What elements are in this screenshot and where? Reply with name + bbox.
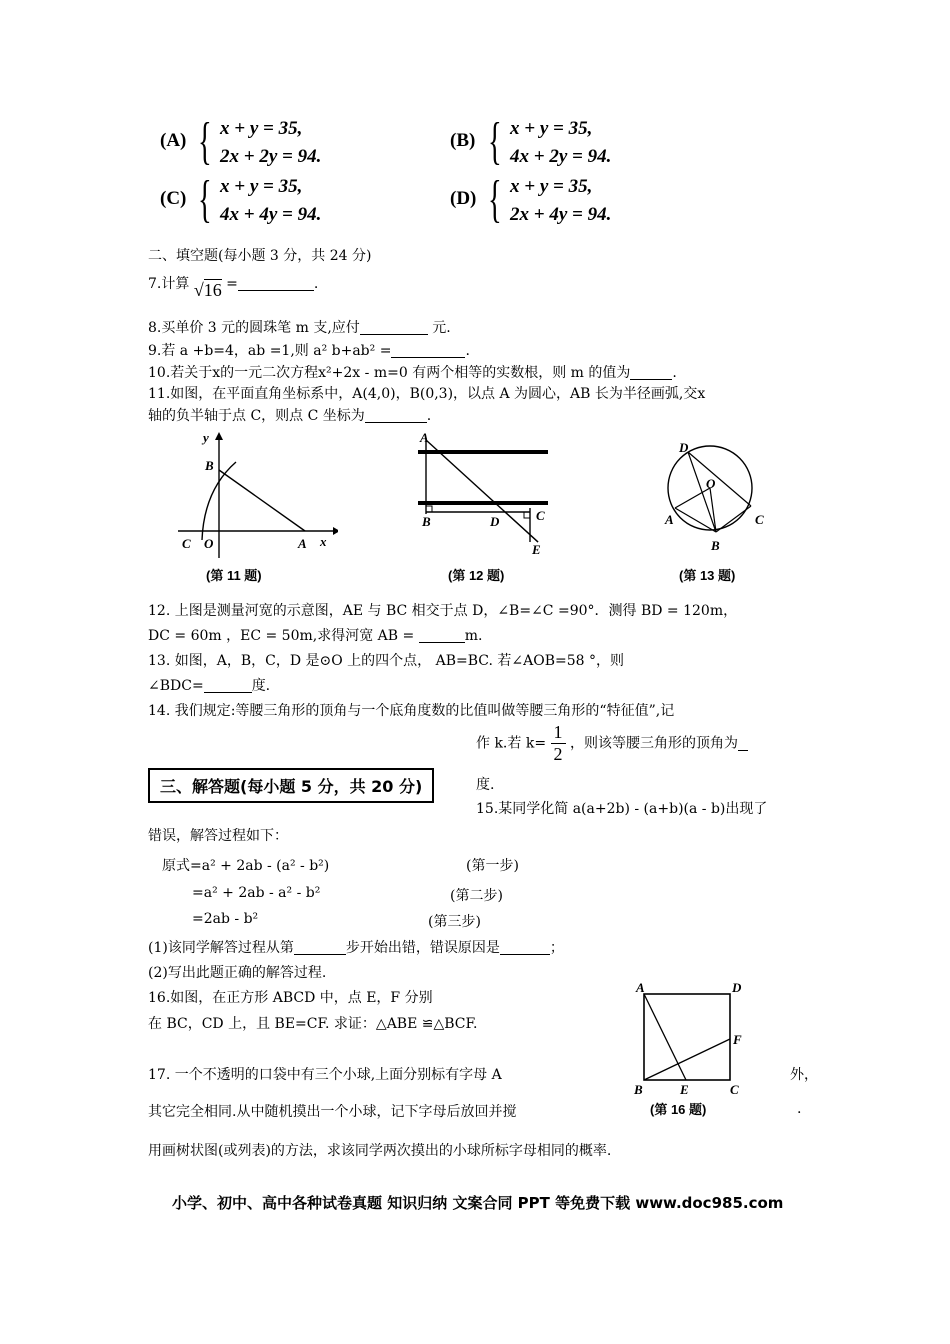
q8-text: 8.买单价 3 元的圆珠笔 m 支,应付	[148, 320, 360, 336]
q7-answer-blank[interactable]	[238, 276, 314, 291]
fig11-caption: (第 11 题)	[206, 568, 262, 583]
option-c-line2: 4x + 4y = 94.	[220, 204, 322, 225]
question-17-line1-end: 外，	[790, 1067, 818, 1083]
q7-radicand: 16	[203, 280, 222, 300]
question-9	[148, 340, 470, 360]
fig12-label-e: E	[532, 542, 541, 557]
option-a-line1: x + y = 35,	[220, 118, 303, 139]
fig11-label-c: C	[182, 536, 191, 551]
question-12-line1: 12. 上图是测量河宽的示意图，AE 与 BC 相交于点 D，∠B=∠C =90°．测得 BD = 120m，	[148, 603, 738, 619]
question-8	[148, 317, 451, 337]
figure-12	[410, 430, 560, 590]
figure-11	[168, 430, 338, 590]
q15-step1: 原式=a² + 2ab - (a² - b²)	[162, 858, 330, 874]
fig16-label-c: C	[730, 1082, 739, 1097]
q12-answer-blank[interactable]	[419, 628, 465, 643]
option-d-line2: 2x + 4y = 94.	[510, 204, 612, 225]
fig12-label-d: D	[490, 514, 500, 529]
question-16-line2: 在 BC，CD 上，且 BE=CF. 求证：△ABE ≌△BCF.	[148, 1016, 478, 1032]
brace-icon: {	[488, 171, 502, 228]
q9-answer-blank[interactable]	[391, 343, 465, 358]
question-13-line2	[148, 675, 270, 695]
q15-step2-tag: (第二步)	[450, 888, 503, 904]
option-a	[160, 113, 420, 178]
brace-icon: {	[198, 171, 212, 228]
question-14-line2	[476, 722, 748, 765]
q9-text: 9.若 a +b=4，ab =1,则 a² b+ab² =	[148, 343, 392, 359]
question-17-line2-end: .	[797, 1101, 802, 1117]
fig13-label-b: B	[711, 538, 720, 553]
q14-numerator: 1	[551, 722, 566, 744]
question-17-line1: 17. 一个不透明的口袋中有三个小球,上面分别标有字母 A	[148, 1067, 502, 1083]
fig16-label-d: D	[732, 980, 742, 995]
question-17-line3: 用画树状图(或列表)的方法，求该同学两次摸出的小球所标字母相同的概率.	[148, 1143, 612, 1159]
q11-end: .	[426, 408, 432, 424]
q10-end: .	[672, 365, 677, 381]
q15-step1-tag: (第一步)	[466, 858, 519, 874]
question-11-line2	[148, 405, 431, 425]
option-a-line2: 2x + 2y = 94.	[220, 146, 322, 167]
q13-unit: 度.	[251, 678, 271, 694]
q13-answer-blank[interactable]	[204, 678, 252, 693]
section-2-heading: 二、填空题(每小题 3 分，共 24 分)	[148, 248, 372, 264]
question-17-line2: 其它完全相同.从中随机摸出一个小球，记下字母后放回并搅	[148, 1104, 517, 1120]
fig13-caption: (第 13 题)	[679, 568, 736, 583]
q15-sub1-b: 步开始出错，错误原因是	[345, 940, 500, 956]
question-15-line1: 15.某同学化简 a(a+2b) - (a+b)(a - b)出现了	[476, 801, 768, 817]
question-15-line2: 错误，解答过程如下：	[148, 828, 288, 844]
q15-step-blank[interactable]	[294, 940, 346, 955]
q14-text-a: 作 k.若 k=	[476, 735, 547, 752]
option-c-label: (C)	[160, 188, 187, 209]
question-12-line2	[148, 625, 482, 645]
fig13-label-c: C	[755, 512, 764, 527]
q10-text: 10.若关于x的一元二次方程x²+2x - m=0 有两个相等的实数根，则 m 的值为	[148, 365, 631, 381]
q7-prefix: 7.计算	[148, 276, 190, 292]
fig11-label-a: A	[298, 536, 307, 551]
fig11-label-y: y	[203, 430, 209, 445]
fig13-label-d: D	[679, 440, 689, 455]
question-13-line1: 13. 如图，A，B，C，D 是⊙O 上的四个点， AB=BC. 若∠AOB=58 °，则	[148, 653, 624, 669]
q9-end: .	[465, 343, 470, 359]
fig16-caption: (第 16 题)	[650, 1102, 707, 1117]
brace-icon: {	[488, 113, 502, 170]
q14-denominator: 2	[553, 744, 563, 764]
fig12-caption: (第 12 题)	[448, 568, 505, 583]
q15-step2: =a² + 2ab - a² - b²	[192, 885, 321, 901]
q15-step3-tag: (第三步)	[428, 914, 481, 930]
q8-unit: 元.	[432, 320, 451, 336]
fig13-label-a: A	[665, 512, 674, 527]
q15-sub1-a: (1)该同学解答过程从第	[148, 940, 294, 956]
q11-text: 轴的负半轴于点 C，则点 C 坐标为	[148, 408, 365, 424]
q13-text: ∠BDC=	[148, 678, 204, 694]
q12-text: DC = 60m ，EC = 50m,求得河宽 AB =	[148, 628, 415, 644]
q8-answer-blank[interactable]	[360, 320, 428, 335]
q11-answer-blank[interactable]	[365, 408, 427, 423]
fig12-label-b: B	[422, 514, 431, 529]
brace-icon: {	[198, 113, 212, 170]
question-10	[148, 362, 677, 382]
option-c	[160, 171, 420, 236]
question-14-line1: 14. 我们规定:等腰三角形的顶角与一个底角度数的比值叫做等腰三角形的“特征值”,记	[148, 703, 675, 719]
fig16-label-e: E	[680, 1082, 689, 1097]
section-3-heading: 三、解答题(每小题 5 分，共 20 分)	[148, 768, 434, 803]
fig16-label-a: A	[636, 980, 645, 995]
figure-13	[655, 430, 785, 590]
fig13-label-o: O	[706, 476, 716, 491]
question-11-line1: 11.如图，在平面直角坐标系中，A(4,0)，B(0,3)，以点 A 为圆心，AB 长为半径画弧,交x	[148, 386, 706, 402]
page-footer: 小学、初中、高中各种试卷真题 知识归纳 文案合同 PPT 等免费下载 www.doc985.com	[172, 1194, 784, 1212]
q15-step3: =2ab - b²	[192, 911, 259, 927]
option-b-label: (B)	[450, 130, 476, 151]
option-b-line2: 4x + 2y = 94.	[510, 146, 612, 167]
sqrt-icon: √16	[193, 280, 222, 300]
q15-sub2: (2)写出此题正确的解答过程.	[148, 965, 327, 981]
fig11-label-x: x	[320, 534, 327, 549]
option-d	[450, 171, 710, 236]
q14-answer-blank[interactable]	[738, 736, 748, 751]
q7-end: .	[313, 276, 319, 292]
q14-fraction	[551, 722, 566, 765]
option-d-label: (D)	[450, 188, 477, 209]
fig16-label-f: F	[733, 1032, 742, 1047]
question-16-line1: 16.如图，在正方形 ABCD 中，点 E，F 分别	[148, 990, 433, 1006]
option-d-line1: x + y = 35,	[510, 176, 593, 197]
option-a-label: (A)	[160, 130, 187, 151]
q12-unit: m.	[464, 628, 483, 644]
q15-reason-blank[interactable]	[500, 940, 550, 955]
option-c-line1: x + y = 35,	[220, 176, 303, 197]
q10-answer-blank[interactable]	[630, 365, 672, 380]
fig11-label-o: O	[204, 536, 214, 551]
q14-text-b: ，则该等腰三角形的顶角为	[569, 735, 738, 752]
figure-16	[628, 978, 758, 1118]
q7-eq: =	[226, 276, 238, 292]
question-7	[148, 272, 319, 300]
q15-sub1	[148, 937, 564, 957]
q15-sub1-c: ；	[549, 940, 564, 956]
fig12-label-a: A	[420, 430, 429, 445]
option-b	[450, 113, 710, 178]
fig16-label-b: B	[634, 1082, 643, 1097]
option-b-line1: x + y = 35,	[510, 118, 593, 139]
question-14-line3: 度.	[476, 777, 495, 793]
fig11-label-b: B	[205, 458, 214, 473]
fig12-label-c: C	[536, 508, 545, 523]
